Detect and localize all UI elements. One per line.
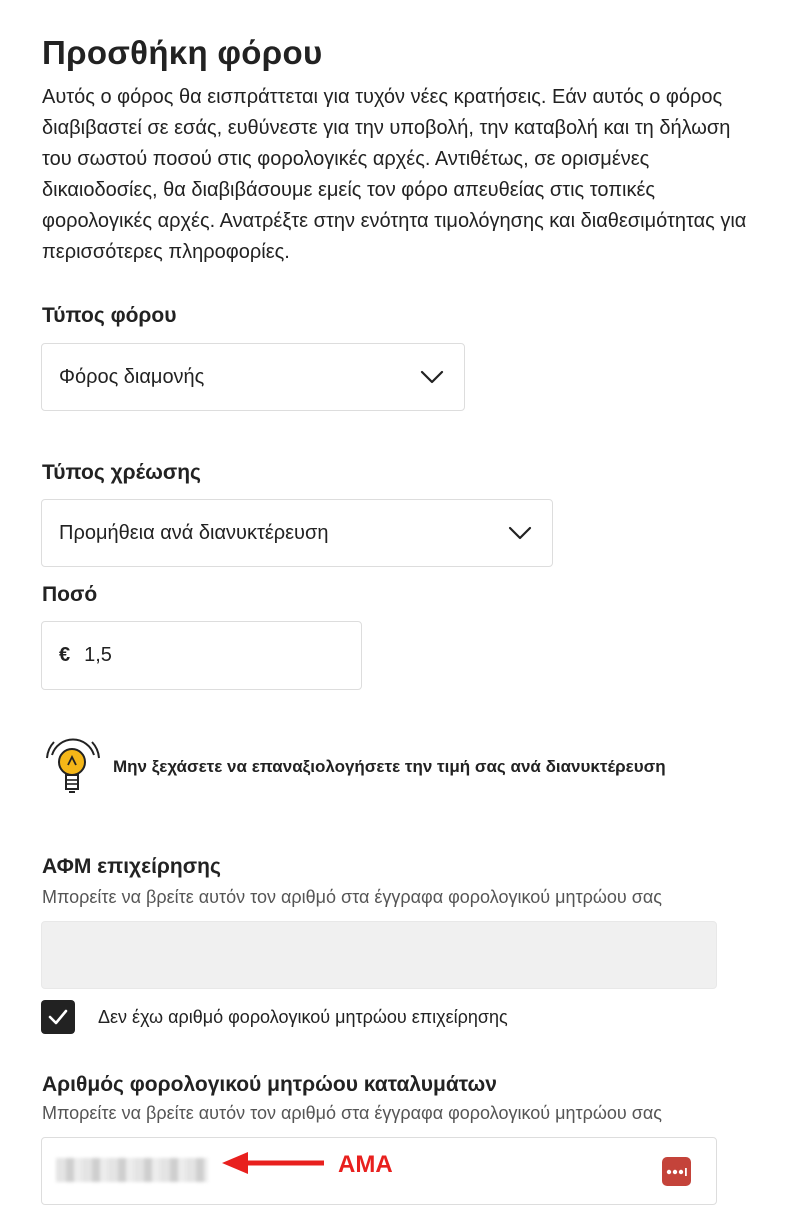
password-manager-icon[interactable]: [662, 1157, 691, 1186]
tip-text: Μην ξεχάσετε να επαναξιολογήσετε την τιμή σας ανά διανυκτέρευση: [113, 757, 666, 776]
charge-type-value: Προμήθεια ανά διανυκτέρευση: [59, 521, 329, 544]
business-vat-hint: Μπορείτε να βρείτε αυτόν τον αριθμό στα έγγραφα φορολογικού μητρώου σας: [42, 887, 662, 907]
business-vat-label: ΑΦΜ επιχείρησης: [42, 855, 221, 878]
accommodation-registry-hint: Μπορείτε να βρείτε αυτόν τον αριθμό στα έγγραφα φορολογικού μητρώου σας: [42, 1103, 662, 1123]
business-vat-input[interactable]: [41, 921, 717, 989]
charge-type-label: Τύπος χρέωσης: [42, 461, 201, 484]
amount-value: 1,5: [84, 644, 112, 666]
currency-symbol: €: [59, 644, 71, 666]
ama-annotation: AMA: [338, 1151, 393, 1178]
page-title: Προσθήκη φόρου: [42, 34, 323, 71]
accommodation-registry-label: Αριθμός φορολογικού μητρώου καταλυμάτων: [42, 1073, 497, 1096]
lightbulb-icon: [44, 733, 102, 797]
red-arrow-annotation: [222, 1150, 326, 1176]
tax-type-value: Φόρος διαμονής: [59, 365, 205, 388]
no-vat-checkbox-label: Δεν έχω αριθμό φορολογικού μητρώου επιχείρησης: [98, 1007, 508, 1027]
checkmark-icon: [48, 1009, 68, 1025]
amount-label: Ποσό: [42, 583, 98, 606]
no-vat-checkbox[interactable]: [41, 1000, 75, 1034]
amount-input[interactable]: [41, 621, 362, 690]
redacted-value: [56, 1158, 208, 1182]
chevron-down-icon: [508, 526, 532, 540]
page-description: Αυτός ο φόρος θα εισπράττεται για τυχόν νέες κρατήσεις. Εάν αυτός ο φόρος διαβιβαστεί σε εσάς, ευθύνεστε για την υποβολή, την καταβολή και τη δήλωση του σωστού ποσού στις φορολογικές αρχές. Αντιθέτως, σε ορισμένες δικαιοδοσίες, θα διαβιβάσουμε εμείς τον φόρο απευθείας στις τοπικές φορολογικές αρχές. Ανατρέξτε στην ενότητα τιμολόγησης και διαθεσιμότητας για περισσότερες πληροφορίες.: [42, 86, 747, 263]
chevron-down-icon: [420, 370, 444, 384]
tax-type-select[interactable]: [41, 343, 465, 411]
tax-type-label: Τύπος φόρου: [42, 304, 177, 327]
charge-type-select[interactable]: [41, 499, 553, 567]
